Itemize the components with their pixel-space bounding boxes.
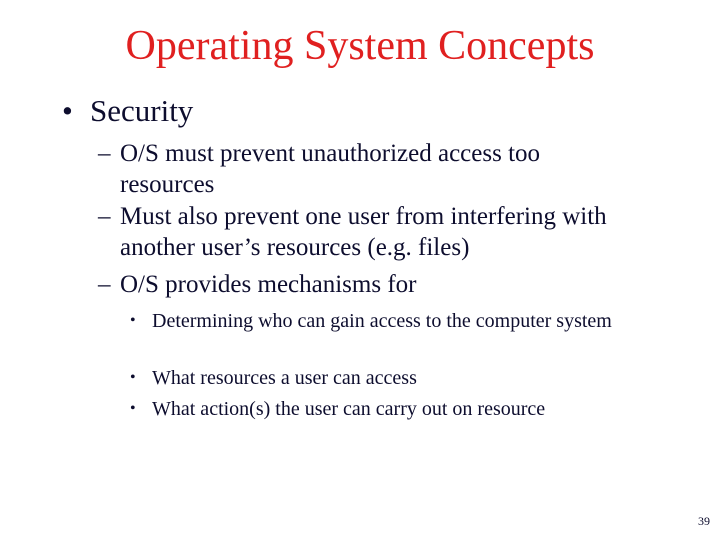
- subpoint-text: O/S must prevent unauthorized access too resources: [120, 140, 541, 198]
- subpoint-unauthorized-access: [98, 138, 638, 200]
- dash-icon: –: [98, 271, 111, 298]
- bullet-icon: •: [130, 312, 136, 329]
- bullet-icon: •: [130, 369, 136, 386]
- mechanism-text: What resources a user can access: [152, 367, 417, 389]
- subpoint-prevent-interference: [98, 201, 638, 263]
- dash-icon: –: [98, 203, 111, 230]
- bullet-security-label: Security: [90, 93, 194, 128]
- subpoint-mechanisms: [98, 269, 638, 300]
- dash-icon: –: [98, 140, 111, 167]
- subpoint-text: Must also prevent one user from interfering with another user’s resources (e.g. files): [120, 203, 607, 261]
- page-number: 39: [698, 514, 710, 528]
- slide-title: Operating System Concepts: [125, 23, 595, 69]
- mechanism-item-access: [130, 309, 650, 333]
- bullet-icon: •: [130, 400, 136, 417]
- mechanism-item-resources: [130, 366, 650, 390]
- subpoint-text: O/S provides mechanisms for: [120, 271, 417, 298]
- mechanism-text: What action(s) the user can carry out on resource: [152, 398, 546, 420]
- bullet-icon: •: [62, 93, 73, 128]
- mechanism-text: Determining who can gain access to the computer system: [152, 310, 612, 332]
- mechanism-item-actions: [130, 397, 650, 421]
